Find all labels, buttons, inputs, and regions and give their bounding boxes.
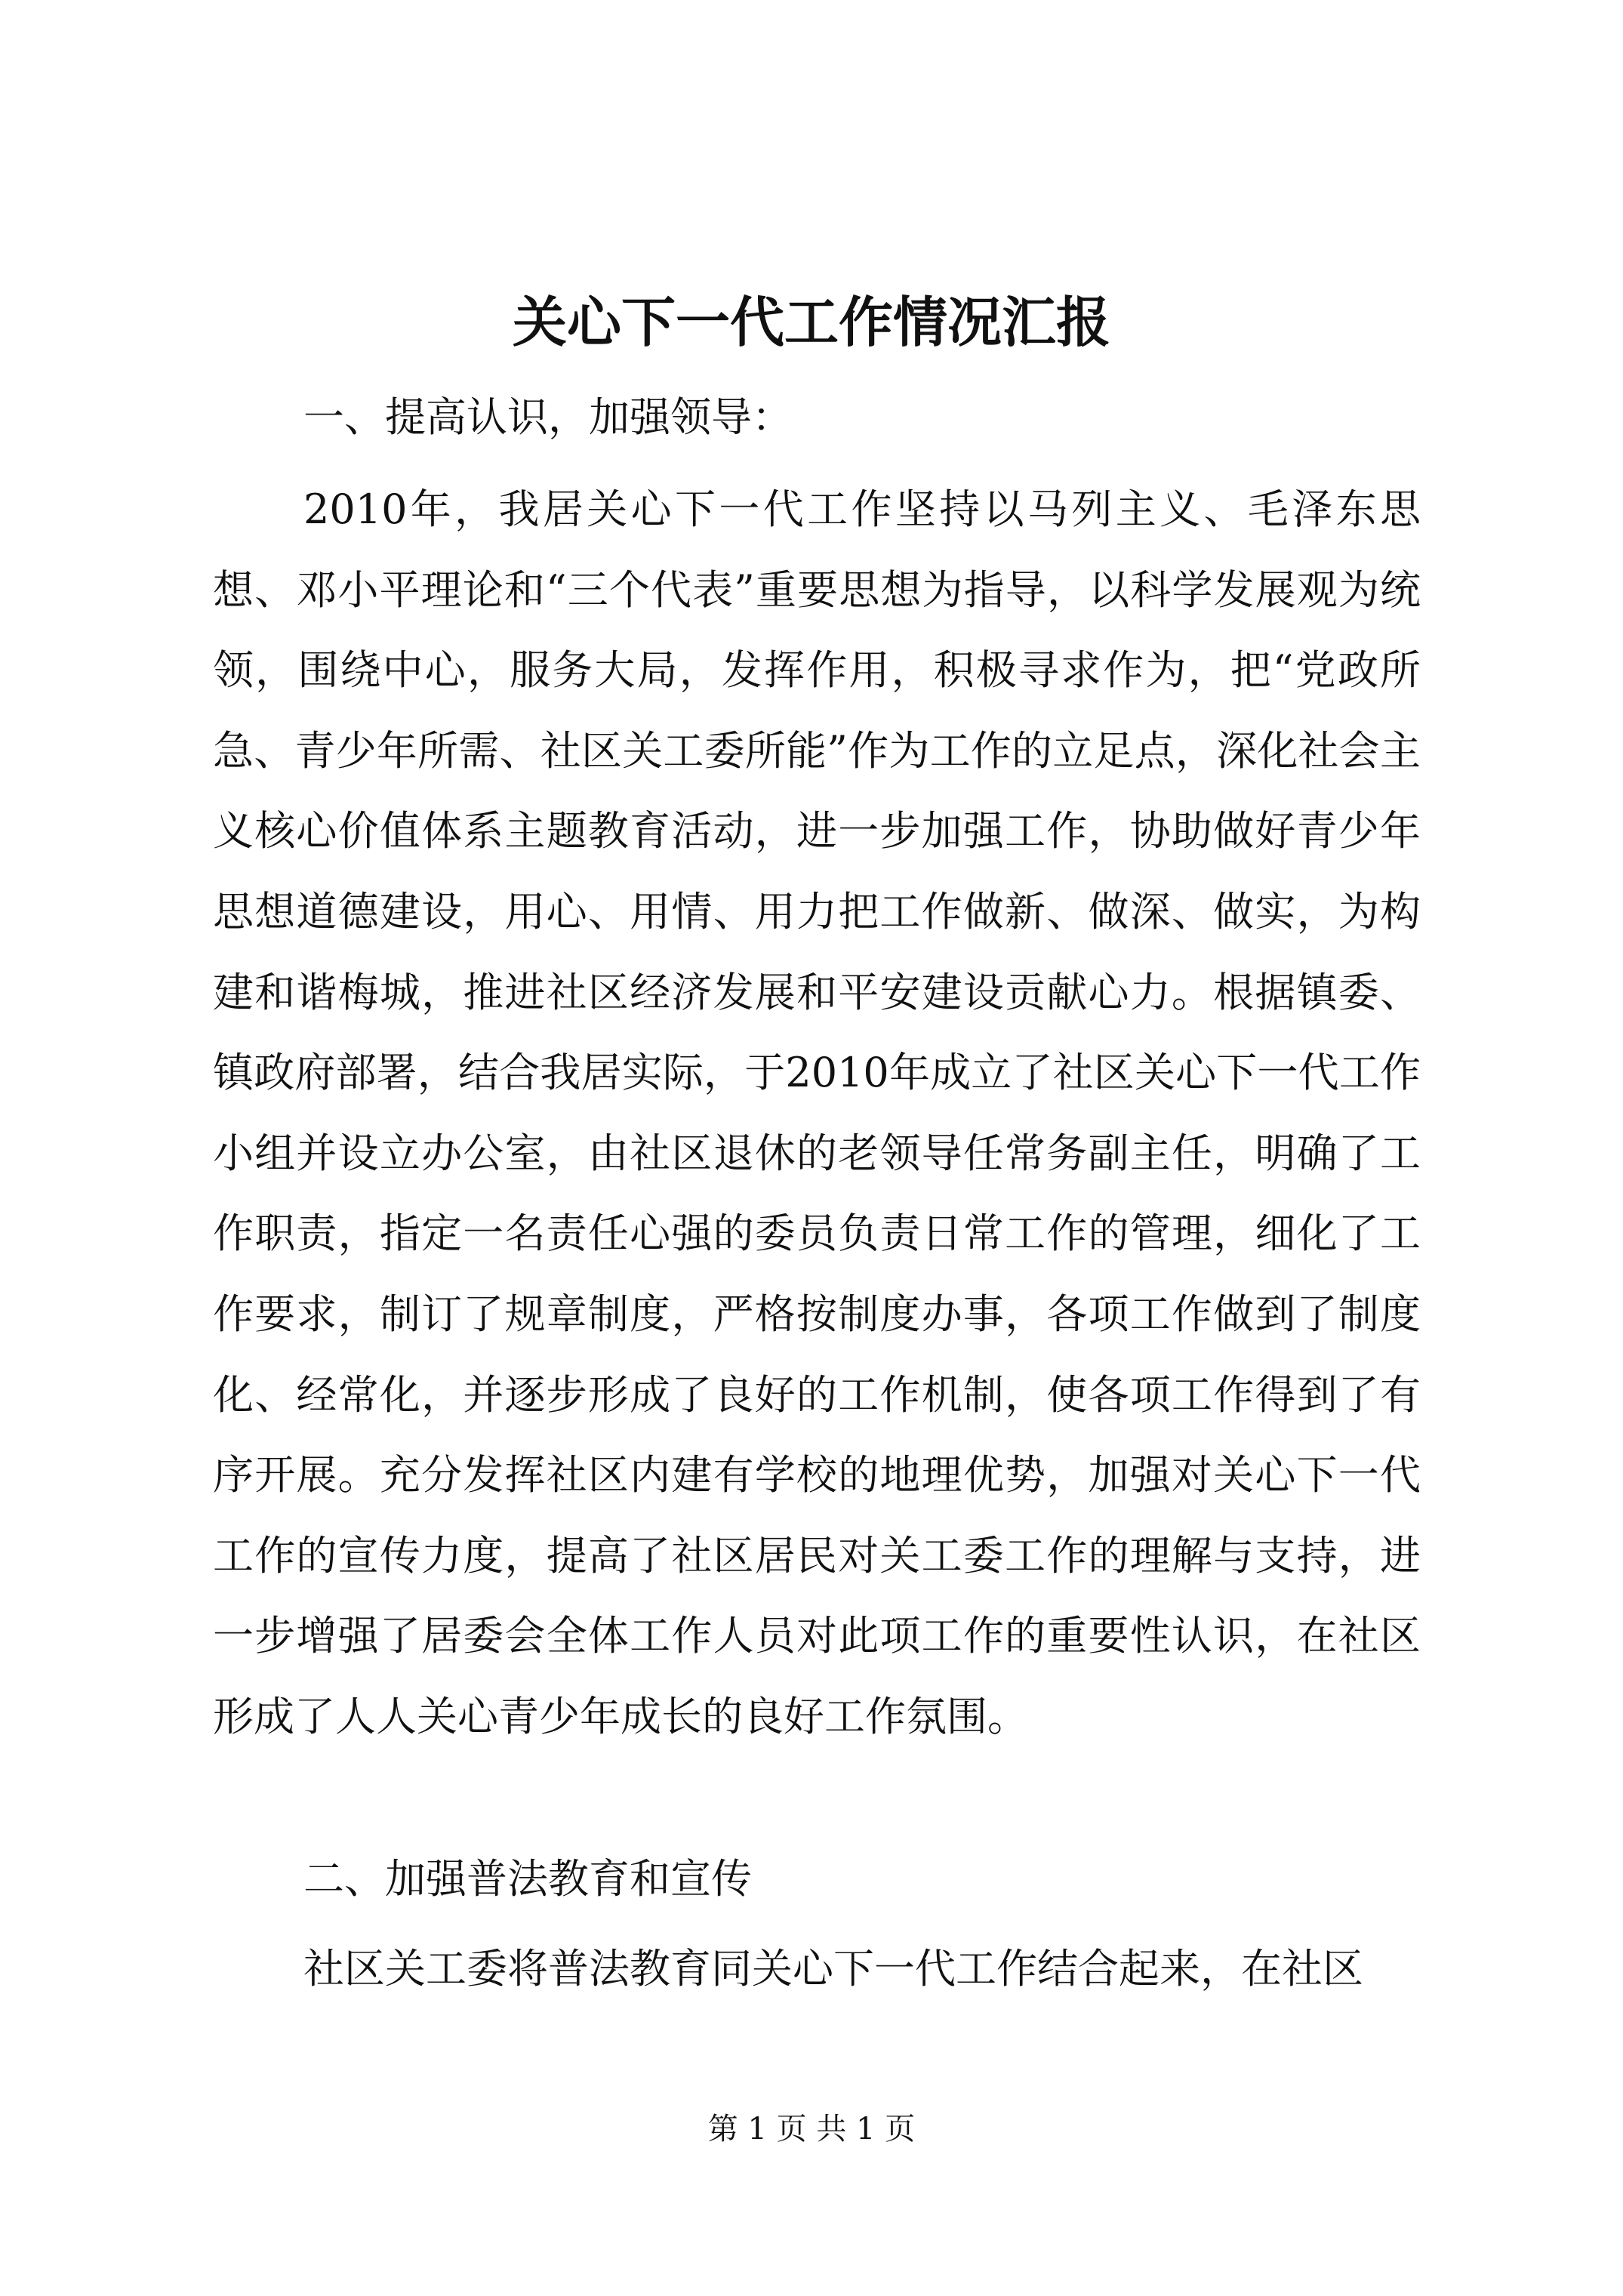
section-heading-1: 一、提高认识，加强领导：: [303, 393, 793, 441]
page-footer: 第 1 页 共 1 页: [707, 2112, 916, 2147]
section-paragraph-2: 社区关工委将普法教育同关心下一代工作结合起来，在社区: [303, 1945, 1363, 1992]
section-paragraph-1: 2010年，我居关心下一代工作坚持以马列主义、毛泽东思想、邓小平理论和“三个代表”重要思想为指导，以科学发展观为统领，围绕中心，服务大局，发挥作用，积极寻求作为，把“党政所急、青少年所需、社区关工委所能”作为工作的立足点，深化社会主义核心价值体系主题教育活动，进一步加强工作，协助做好青少年思想道德建设，用心、用情、用力把工作做新、做深、做实，为构建和谐梅城，推进社区经济发展和平安建设贡献心力。根据镇委、镇政府部署，结合我居实际，于2010年成立了社区关心下一代工作小组并设立办公室，由社区退休的老领导任常务副主任，明确了工作职责，指定一名责任心强的委员负责日常工作的管理，细化了工作要求，制订了规章制度，严格按制度办事，各项工作做到了制度化、经常化，并逐步形成了良好的工作机制，使各项工作得到了有序开展。充分发挥社区内建有学校的地理优势，加强对关心下一代工作的宣传力度，提高了社区居民对关工委工作的理解与支持，进一步增强了居委会全体工作人员对此项工作的重要性认识，在社区形成了人人关心青少年成长的良好工作氛围。: [213, 485, 1421, 1740]
document-title: 关心下一代工作情况汇报: [512, 290, 1110, 354]
section-heading-2: 二、加强普法教育和宣传: [303, 1855, 752, 1903]
